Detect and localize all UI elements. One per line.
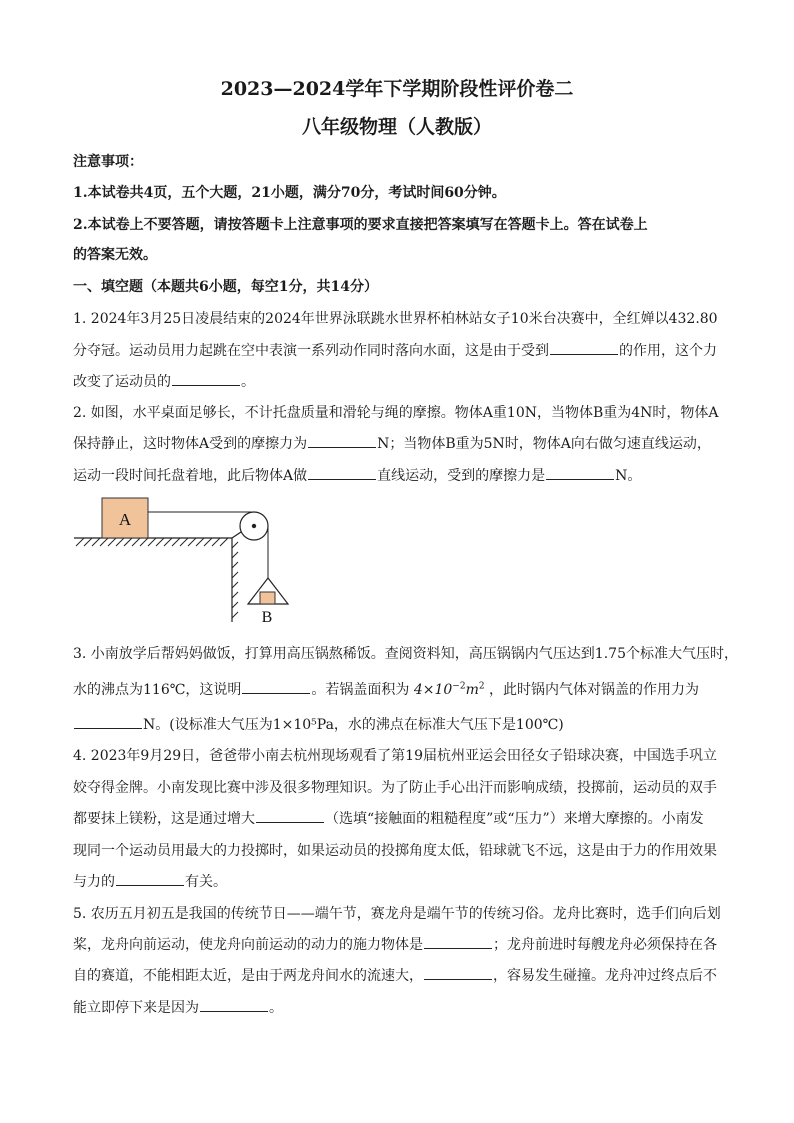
q3-line2: 水的沸点为116℃，这说明 。若锅盖面积为 $4\times 10^{-2}m^2$ ，此时锅内气体对锅盖的作用力为 [73, 681, 700, 698]
q2-line2: 保持静止，这时物体A受到的摩擦力为 N；当物体B重为5N时，物体A向右做匀速直线运动， [73, 436, 711, 452]
answer-blank [116, 873, 184, 886]
q4-line3: 都要抹上镁粉，这是通过增大 （选填“接触面的粗糙程度”或“压力”）来增大摩擦的。小南发 [73, 811, 704, 827]
notice-item-2-line2: 的答案无效。 [73, 247, 157, 263]
q2-line3: 运动一段时间托盘着地，此后物体A做 直线运动，受到的摩擦力是 N。 [73, 468, 642, 484]
answer-blank [200, 999, 268, 1012]
answer-blank [172, 373, 240, 386]
section-1-heading: 一、填空题（本题共6小题，每空1分，共14分） [73, 279, 378, 295]
q4-line5: 与力的 有关。 [73, 874, 227, 890]
pulley-figure [70, 490, 310, 630]
answer-blank [308, 435, 376, 448]
answer-blank [424, 967, 492, 980]
answer-blank [546, 467, 614, 480]
q5-line1: 5. 农历五月初五是我国的传统节日——端午节，赛龙舟是端午节的传统习俗。龙舟比赛时，选手们向后划 [73, 906, 721, 922]
answer-blank [550, 342, 618, 355]
q1-line3: 改变了运动员的 。 [73, 374, 255, 390]
exam-subtitle: 八年级物理（人教版） [301, 116, 492, 138]
answer-blank [74, 716, 142, 729]
block-b [260, 592, 275, 604]
q5-line2: 桨，龙舟向前运动，使龙舟向前运动的动力的施力物体是 ；龙舟前进时每艘龙舟必须保持在各 [73, 937, 717, 953]
answer-blank [242, 681, 310, 694]
q3-line1: 3. 小南放学后帮妈妈做饭，打算用高压锅熬稀饭。查阅资料知，高压锅锅内气压达到1.75个标准大气压时， [73, 646, 738, 662]
answer-blank [424, 936, 492, 949]
q5-line3: 自的赛道，不能相距太近，是由于两龙舟间水的流速大， ，容易发生碰撞。龙舟冲过终点后不 [73, 968, 717, 984]
block-b-label: B [261, 609, 273, 626]
exam-title: 2023—2024学年下学期阶段性评价卷二 [220, 78, 574, 100]
q1-line2: 分夺冠。运动员用力起跳在空中表演一系列动作同时落向水面，这是由于受到 的作用，这个力 [73, 343, 717, 359]
notice-item-1: 1.本试卷共4页，五个大题，21小题，满分70分，考试时间60分钟。 [73, 185, 506, 201]
notice-heading: 注意事项： [73, 154, 143, 170]
q4-line1: 4. 2023年9月29日，爸爸带小南去杭州现场观看了第19届杭州亚运会田径女子铅球决赛，中国选手巩立 [73, 748, 717, 764]
q1-line1: 1. 2024年3月25日凌晨结束的2024年世界泳联跳水世界杯柏林站女子10米台决赛中，全红婵以432.80 [73, 311, 718, 327]
q4-line4: 现同一个运动员用最大的力投掷时，如果运动员的投掷角度太低，铅球就飞不远，这是由于力的作用效果 [73, 843, 717, 859]
block-a-label: A [118, 510, 132, 529]
answer-blank [308, 467, 376, 480]
lid-area-formula: $4\times 10^{-2}m^2$ [413, 681, 485, 698]
q2-line1: 2. 如图，水平桌面足够长，不计托盘质量和滑轮与绳的摩擦。物体A重10N，当物体B重为4N时，物体A [73, 405, 719, 421]
q3-line3: N。(设标准大气压为1×10⁵Pa，水的沸点在标准大气压下是100℃) [73, 714, 733, 734]
answer-blank [256, 810, 324, 823]
notice-item-2-line1: 2.本试卷上不要答题，请按答题卡上注意事项的要求直接把答案填写在答题卡上。答在试卷上 [73, 217, 648, 233]
q5-line4: 能立即停下来是因为 。 [73, 1000, 283, 1016]
q4-line2: 姣夺得金牌。小南发现比赛中涉及很多物理知识。为了防止手心出汗而影响成绩，投掷前，运动员的双手 [73, 780, 717, 796]
